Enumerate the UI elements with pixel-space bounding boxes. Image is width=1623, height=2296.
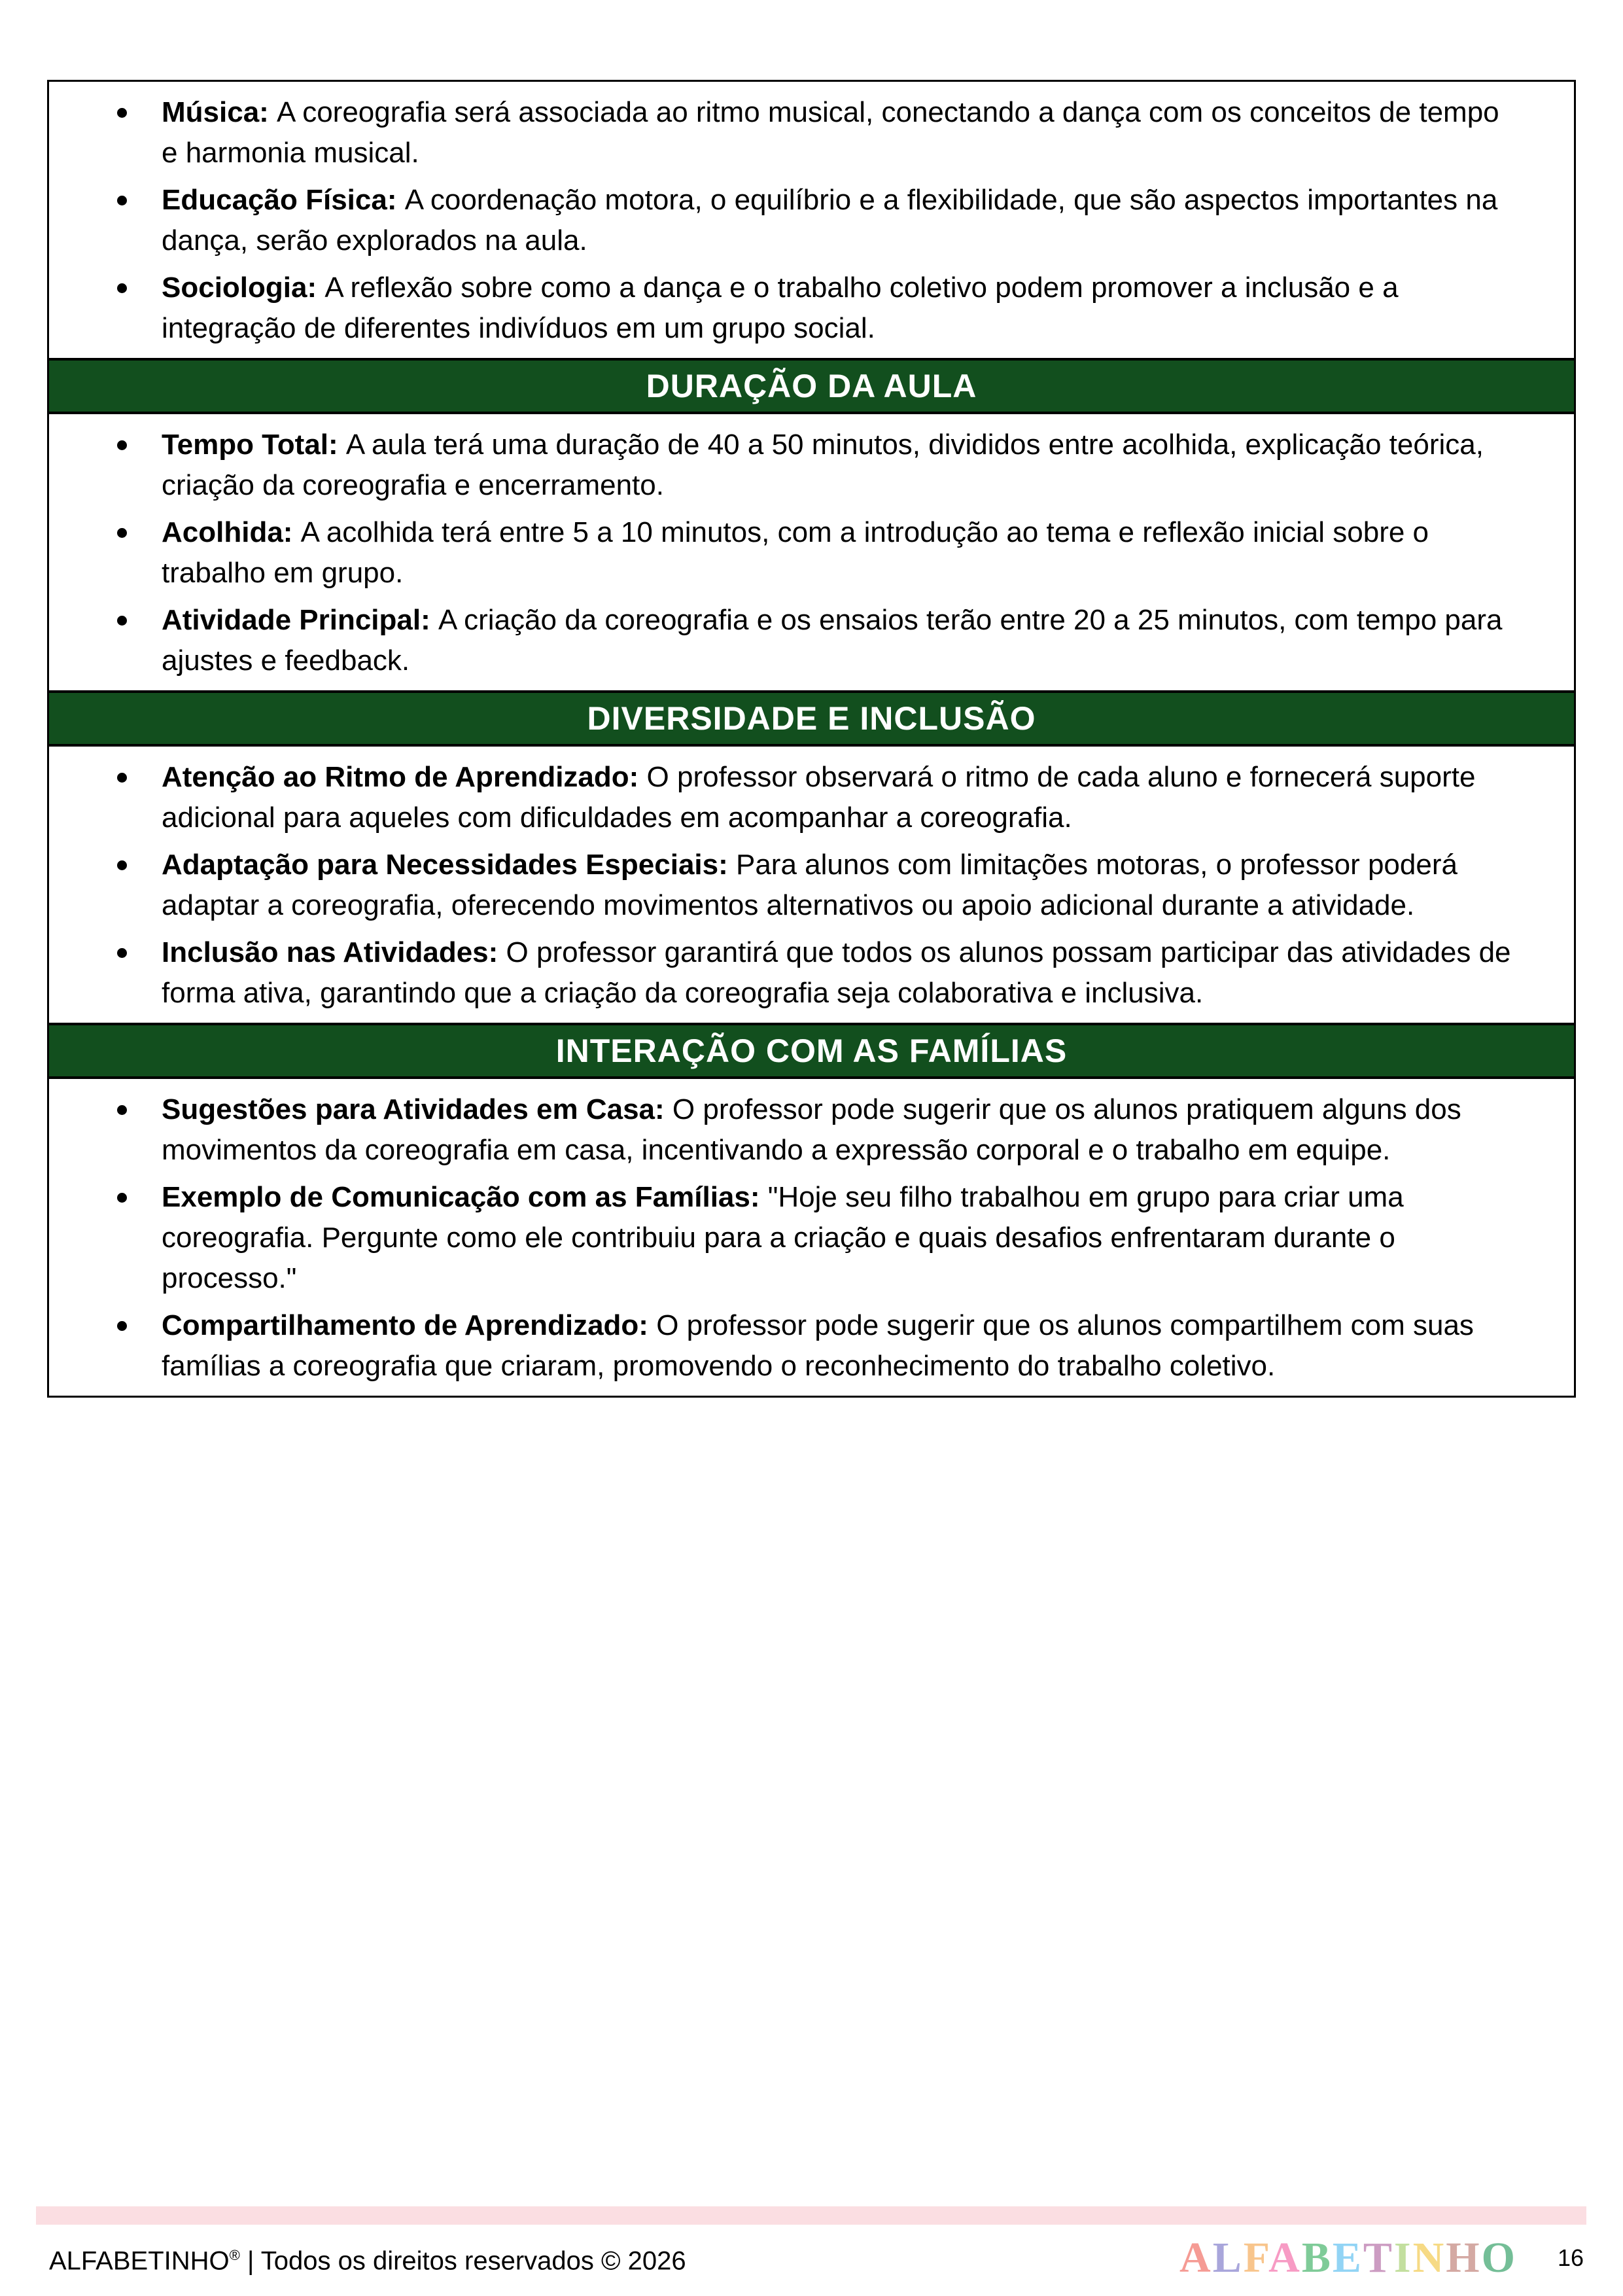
item-text: A coreografia será associada ao ritmo musical, conectando a dança com os conceitos de tempo e harmonia musical. (162, 96, 1499, 169)
item-label: Adaptação para Necessidades Especiais: (162, 849, 728, 881)
section-item-list (49, 414, 1574, 690)
item-label: Educação Física: (162, 184, 397, 216)
item-label: Inclusão nas Atividades: (162, 936, 498, 968)
item-text: A coordenação motora, o equilíbrio e a flexibilidade, que são aspectos importantes na dança, serão explorados na aula. (162, 184, 1498, 256)
item-label: Exemplo de Comunicação com as Famílias: (162, 1181, 760, 1213)
list-item (162, 1305, 1511, 1386)
logo-letter: O (1481, 2234, 1517, 2282)
logo-letter: F (1243, 2234, 1269, 2282)
item-text: O professor observará o ritmo de cada aluno e fornecerá suporte adicional para aqueles com dificuldades em acompanhar a coreografia. (162, 761, 1476, 834)
list-item (162, 425, 1511, 506)
list-item (162, 268, 1511, 349)
section-item-list (49, 1079, 1574, 1396)
item-text: A aula terá uma duração de 40 a 50 minutos, divididos entre acolhida, explicação teórica, criação da coreografia e encerramento. (162, 429, 1484, 501)
section-header: DIVERSIDADE E INCLUSÃO (49, 690, 1574, 747)
item-text: "Hoje seu filho trabalhou em grupo para criar uma coreografia. Pergunte como ele contribuiu para a criação e quais desafios enfrentaram durante o processo." (162, 1181, 1404, 1294)
section-header: INTERAÇÃO COM AS FAMÍLIAS (49, 1023, 1574, 1079)
item-label: Sugestões para Atividades em Casa: (162, 1093, 665, 1125)
item-label: Atenção ao Ritmo de Aprendizado: (162, 761, 639, 793)
logo-letter: L (1212, 2234, 1244, 2282)
section-header: DURAÇÃO DA AULA (49, 358, 1574, 414)
item-text: A reflexão sobre como a dança e o trabalho coletivo podem promover a inclusão e a integração de diferentes indivíduos em um grupo social. (162, 272, 1399, 344)
item-label: Compartilhamento de Aprendizado: (162, 1309, 648, 1341)
item-text: O professor pode sugerir que os alunos pratiquem alguns dos movimentos da coreografia em casa, incentivando a expressão corporal e o trabalho em equipe. (162, 1093, 1461, 1166)
page-number: 16 (1557, 2244, 1584, 2271)
item-text: A criação da coreografia e os ensaios terão entre 20 a 25 minutos, com tempo para ajustes e feedback. (162, 604, 1503, 677)
page-footer (49, 2236, 1584, 2280)
list-item (162, 757, 1511, 838)
item-text: Para alunos com limitações motoras, o professor poderá adaptar a coreografia, oferecendo movimentos alternativos ou apoio adicional durante a atividade. (162, 849, 1457, 921)
item-label: Acolhida: (162, 516, 293, 548)
footer-right-group (1179, 2236, 1584, 2280)
list-item (162, 92, 1511, 173)
list-item (162, 932, 1511, 1014)
list-item (162, 845, 1511, 926)
item-text: A acolhida terá entre 5 a 10 minutos, com a introdução ao tema e reflexão inicial sobre o trabalho em grupo. (162, 516, 1429, 589)
logo-letter: N (1412, 2234, 1446, 2282)
copyright-text (49, 2237, 686, 2279)
item-label: Tempo Total: (162, 429, 338, 461)
alfabetinho-logo (1179, 2236, 1517, 2280)
item-text: O professor pode sugerir que os alunos compartilhem com suas famílias a coreografia que criaram, promovendo o reconhecimento do trabalho coletivo. (162, 1309, 1474, 1382)
logo-letter: A (1268, 2234, 1302, 2282)
item-label: Sociologia: (162, 272, 317, 304)
copyright-rest: | Todos os direitos reservados © 2026 (239, 2246, 686, 2276)
list-item (162, 512, 1511, 593)
list-item (162, 1177, 1511, 1299)
registered-symbol: ® (229, 2246, 240, 2263)
list-item (162, 600, 1511, 681)
section-item-list (49, 747, 1574, 1023)
copyright-brand: ALFABETINHO (49, 2246, 230, 2276)
section-item-list (49, 82, 1574, 358)
logo-letter: I (1393, 2234, 1413, 2282)
logo-letter: E (1332, 2234, 1363, 2282)
logo-letter: H (1446, 2234, 1482, 2282)
list-item (162, 1089, 1511, 1171)
logo-letter: T (1363, 2234, 1394, 2282)
item-label: Atividade Principal: (162, 604, 430, 636)
item-label: Música: (162, 96, 269, 128)
list-item (162, 180, 1511, 261)
logo-letter: A (1179, 2234, 1213, 2282)
footer-accent-bar (36, 2206, 1586, 2225)
item-text: O professor garantirá que todos os alunos possam participar das atividades de forma ativa, garantindo que a criação da coreografia seja colaborativa e inclusiva. (162, 936, 1511, 1009)
lesson-plan-table (47, 80, 1576, 1398)
logo-letter: B (1301, 2234, 1333, 2282)
